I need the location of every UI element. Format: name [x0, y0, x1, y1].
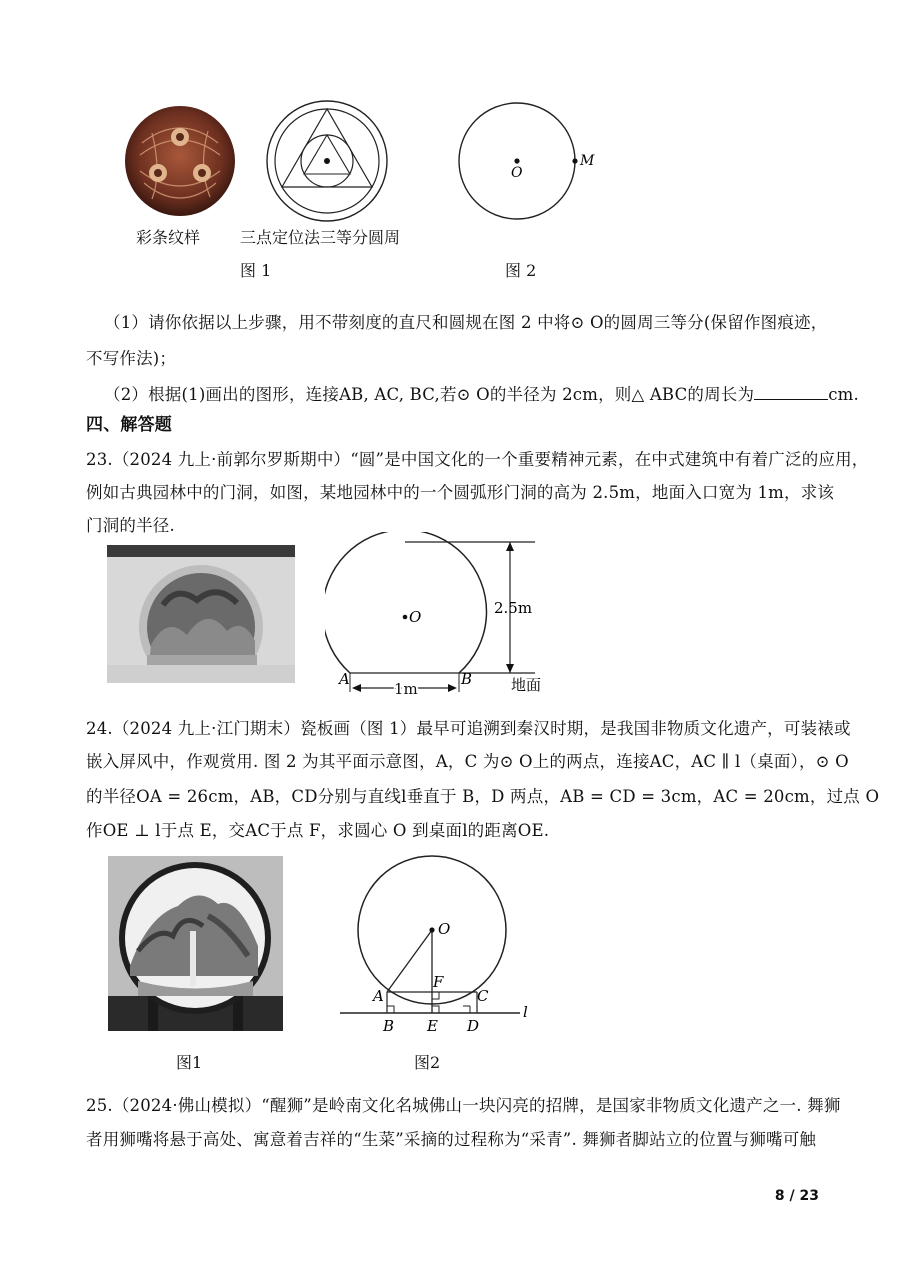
q24-fig2-caption: 图2: [414, 1053, 441, 1072]
plate-F-label: F: [433, 973, 444, 991]
colored-pattern-photo: [122, 103, 238, 219]
arch-width-label: 1m: [394, 680, 418, 698]
three-point-diagram: [262, 98, 392, 224]
answer-blank[interactable]: [754, 385, 828, 400]
q22-part1-line1: （1）请你依据以上步骤，用不带刻度的直尺和圆规在图 2 中将⊙ O的圆周三等分(保留作图痕迹，: [104, 313, 828, 332]
q24-line1: 24.（2024 九上·江门期末）瓷板画（图 1）最早可追溯到秦汉时期，是我国非物质文化遗产，可装裱或: [86, 719, 851, 738]
page-number: 8 / 23: [774, 1188, 819, 1204]
q24-fig1-caption: 图1: [176, 1053, 203, 1072]
moon-gate-photo: [107, 545, 295, 683]
point-O-label: O: [511, 165, 523, 181]
q24-line2: 嵌入屏风中，作观赏用. 图 2 为其平面示意图，A，C 为⊙ O上的两点，连接AC，AC ∥ l（桌面），⊙ O: [86, 752, 849, 771]
section-title: 四、解答题: [86, 415, 172, 435]
q24-line3: 的半径OA = 26cm，AB，CD分别与直线l垂直于 B，D 两点，AB = CD = 3cm，AC = 20cm，过点 O: [86, 787, 880, 806]
arch-A-label: A: [339, 670, 350, 688]
q22-part2-unit: cm.: [828, 385, 859, 404]
ground-label: 地面: [511, 676, 542, 694]
plate-l-label: l: [523, 1003, 528, 1021]
porcelain-diagram: [335, 855, 545, 1035]
q22-part2-text: （2）根据(1)画出的图形，连接AB, AC, BC,若⊙ O的半径为 2cm，则△ ABC的周长为: [104, 385, 755, 404]
q22-part1-line2: 不写作法)；: [86, 349, 177, 368]
q22-part2: [104, 381, 859, 405]
q25-line1: 25.（2024·佛山模拟）“醒狮”是岭南文化名城佛山一块闪亮的招牌，是国家非物质文化遗产之一. 舞狮: [86, 1096, 841, 1115]
q23-line1: 23.（2024 九上·前郭尔罗斯期中）“圆”是中国文化的一个重要精神元素，在中式建筑中有着广泛的应用，: [86, 450, 869, 469]
door-arch-diagram: [325, 532, 555, 700]
label-three-point: 三点定位法三等分圆周: [240, 228, 401, 247]
label-colored-pattern: 彩条纹样: [136, 228, 201, 247]
plate-A-label: A: [373, 987, 384, 1005]
q25-line2: 者用狮嘴将悬于高处、寓意着吉祥的“生菜”采摘的过程称为“采青”. 舞狮者脚站立的位置与狮嘴可触: [86, 1130, 817, 1149]
plate-D-label: D: [467, 1017, 480, 1035]
fig2-caption-top: 图 2: [505, 261, 537, 280]
porcelain-painting-photo: [108, 856, 283, 1031]
arch-height-label: 2.5m: [494, 599, 533, 617]
circle-O-M-diagram: [455, 98, 605, 224]
plate-O-label: O: [438, 920, 451, 938]
q23-line3: 门洞的半径.: [86, 516, 175, 535]
q24-line4: 作OE ⊥ l于点 E，交AC于点 F，求圆心 O 到桌面l的距离OE.: [86, 821, 550, 840]
plate-E-label: E: [427, 1017, 438, 1035]
point-M-label: M: [580, 153, 595, 169]
plate-C-label: C: [477, 987, 489, 1005]
q23-line2: 例如古典园林中的门洞，如图，某地园林中的一个圆弧形门洞的高为 2.5m，地面入口宽为 1m，求该: [86, 483, 835, 502]
plate-B-label: B: [383, 1017, 395, 1035]
arch-B-label: B: [461, 670, 473, 688]
arch-center-O: O: [409, 608, 422, 626]
fig1-caption-top: 图 1: [240, 261, 272, 280]
